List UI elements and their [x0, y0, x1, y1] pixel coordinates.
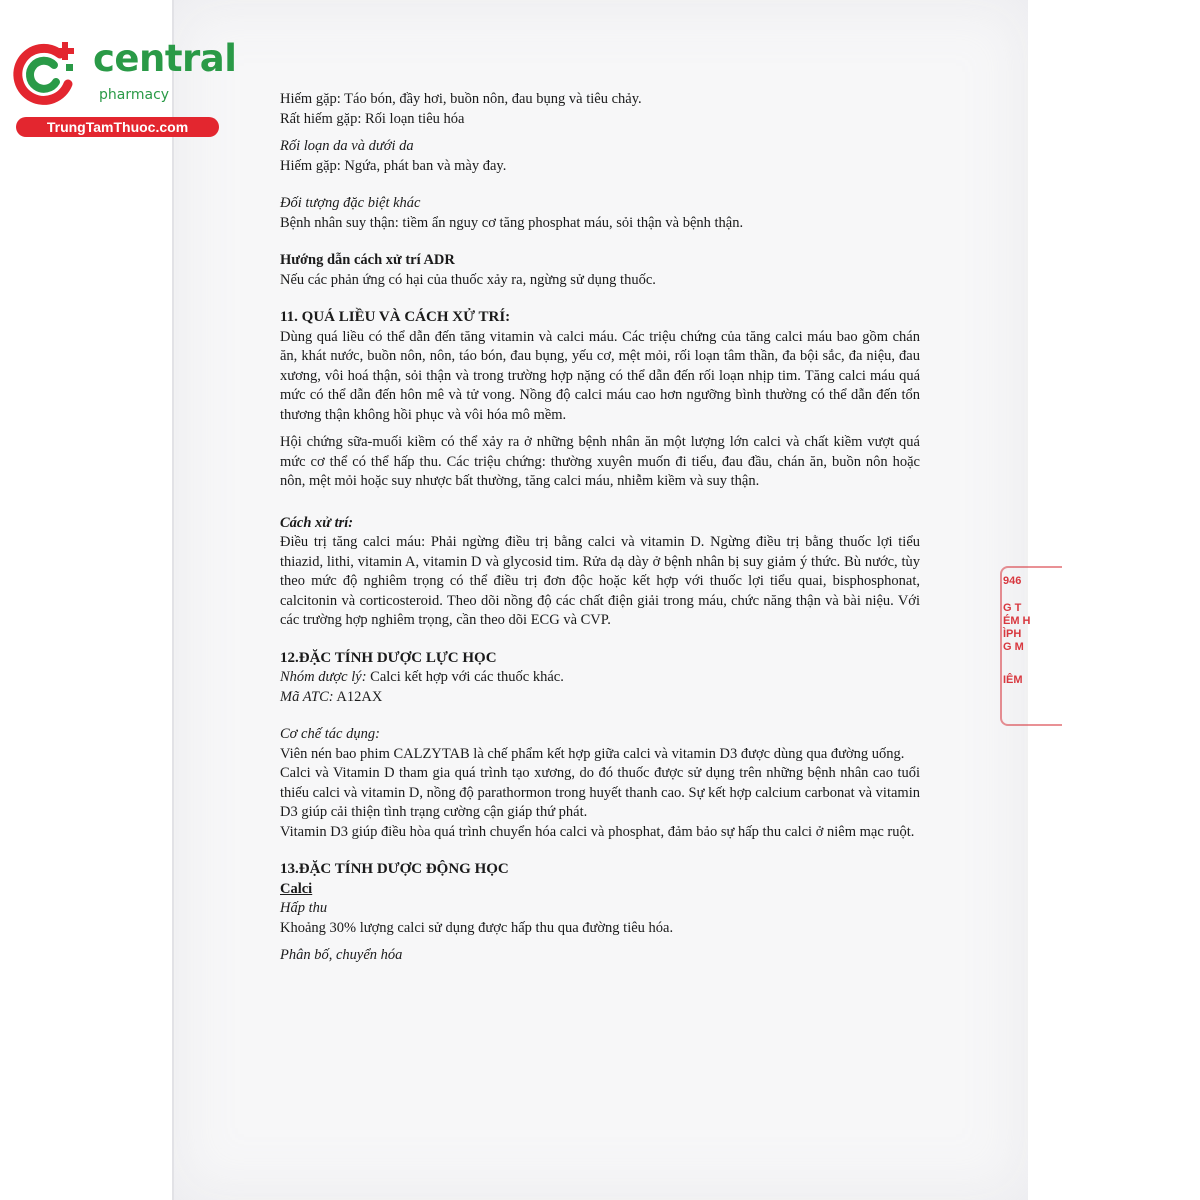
- adr-management-heading: Hướng dẫn cách xử trí ADR: [280, 252, 455, 268]
- mechanism-paragraph-2: Calci và Vitamin D tham gia quá trình tạo xương, do đó thuốc được sử dụng trên những bệnh nhân cao tuổi thiếu calci và vitamin D, nồng độ parathormon trong huyết thanh cao. Sự kết hợp calcium carbonat và vitamin D3 giúp cải thiện tình trạng cường cận giáp thứ phát.: [280, 765, 920, 820]
- adr-management-text: Nếu các phản ứng có hại của thuốc xảy ra, ngừng sử dụng thuốc.: [280, 271, 656, 288]
- mechanism-heading: Cơ chế tác dụng:: [280, 726, 380, 742]
- overdose-paragraph-2: Hội chứng sữa-muối kiềm có thể xảy ra ở những bệnh nhân ăn một lượng lớn calci và chất kiềm vượt quá mức cơ thể có thể hấp thu. Các triệu chứng: thường xuyên muốn đi tiểu, đau đầu, chán ăn, buồn nôn hoặc nôn, mệt mỏi hoặc suy nhược bất thường, tăng calci máu, nhiễm kiềm và suy thận.: [280, 434, 920, 489]
- pharm-group-value: Calci kết hợp với các thuốc khác.: [366, 669, 564, 685]
- mechanism-paragraph-3: Vitamin D3 giúp điều hòa quá trình chuyển hóa calci và phosphat, đảm bảo sự hấp thu calci ở niêm mạc ruột.: [280, 823, 915, 840]
- central-pharmacy-logo: [10, 37, 237, 138]
- mechanism-paragraph-1: Viên nén bao phim CALZYTAB là chế phẩm kết hợp giữa calci và vitamin D3 được dùng qua đường uống.: [280, 745, 905, 762]
- treatment-heading: Cách xử trí:: [280, 514, 354, 531]
- document-body: [280, 90, 920, 966]
- pharmacological-group-line: [280, 668, 920, 688]
- absorption-text: Khoảng 30% lượng calci sử dụng được hấp thu qua đường tiêu hóa.: [280, 919, 674, 936]
- red-stamp-fragment: [1003, 575, 1043, 687]
- skin-disorders-heading: Rối loạn da và dưới da: [280, 138, 414, 154]
- adr-very-rare-line: Rất hiếm gặp: Rối loạn tiêu hóa: [280, 110, 465, 127]
- logo-brand-name: central: [93, 37, 237, 80]
- section-12-heading: 12.ĐẶC TÍNH DƯỢC LỰC HỌC: [280, 649, 497, 666]
- stamp-line: ÌPH: [1003, 628, 1022, 640]
- pharm-group-label: Nhóm dược lý:: [280, 669, 367, 685]
- section-11-heading: 11. QUÁ LIỀU VÀ CÁCH XỬ TRÍ:: [280, 309, 511, 325]
- treatment-paragraph: Điều trị tăng calci máu: Phải ngừng điều trị bằng calci và vitamin D. Ngừng điều trị bằng thuốc lợi tiểu thiazid, lithi, vitamin A, vitamin D và glycosid tim. Rửa dạ dày ở bệnh nhân bị suy giảm ý thức. Bù nước, tùy theo mức độ nghiêm trọng có thể điều trị đơn độc hoặc kết hợp với thuốc lợi tiểu quai, bisphosphonat, calcitonin và corticosteroid. Theo dõi nồng độ các chất điện giải trong máu, chức năng thận và bài niệu. Với các trường hợp nghiêm trọng, cần theo dõi ECG và CVP.: [280, 534, 920, 628]
- central-logo-icon: [10, 38, 80, 108]
- page-edge: [172, 0, 174, 1200]
- distribution-heading: Phân bố, chuyển hóa: [280, 947, 403, 963]
- atc-label: Mã ATC:: [280, 688, 334, 705]
- atc-code-line: [280, 688, 920, 708]
- adr-rare-line: Hiếm gặp: Táo bón, đầy hơi, buồn nôn, đau bụng và tiêu chảy.: [280, 91, 642, 107]
- special-populations-text: Bệnh nhân suy thận: tiềm ẩn nguy cơ tăng phosphat máu, sỏi thận và bệnh thận.: [280, 214, 744, 231]
- section-13-heading: 13.ĐẶC TÍNH DƯỢC ĐỘNG HỌC: [280, 861, 509, 877]
- stamp-line: ÉM H: [1003, 615, 1031, 627]
- atc-value: A12AX: [333, 688, 383, 705]
- stamp-line: IÊM: [1003, 674, 1023, 686]
- logo-url-badge: TrungTamThuoc.com: [16, 117, 219, 137]
- special-populations-heading: Đối tượng đặc biệt khác: [280, 195, 421, 211]
- stamp-line: G M: [1003, 641, 1024, 653]
- logo-brand-sub: pharmacy: [99, 87, 170, 103]
- overdose-paragraph-1: Dùng quá liều có thể dẫn đến tăng vitamin và calci máu. Các triệu chứng của tăng calci máu bao gồm chán ăn, khát nước, buồn nôn, nôn, táo bón, đau bụng, yếu cơ, mệt mỏi, rối loạn tâm thần, đa bội sắc, đa niệu, đau xương, vôi hoá thận, sỏi thận và trong trường hợp nặng có thể dẫn đến rối loạn nhịp tim. Tăng calci máu quá mức có thể dẫn đến hôn mê và tử vong. Nồng độ calci máu cao hơn ngưỡng bình thường có thể dẫn đến tổn thương thận không hồi phục và vôi hóa mô mềm.: [280, 328, 920, 423]
- calci-subheading: Calci: [280, 880, 313, 897]
- skin-disorders-text: Hiếm gặp: Ngứa, phát ban và mày đay.: [280, 157, 507, 174]
- absorption-heading: Hấp thu: [280, 900, 328, 916]
- stamp-line: 946: [1003, 575, 1022, 587]
- stamp-line: G T: [1003, 602, 1022, 614]
